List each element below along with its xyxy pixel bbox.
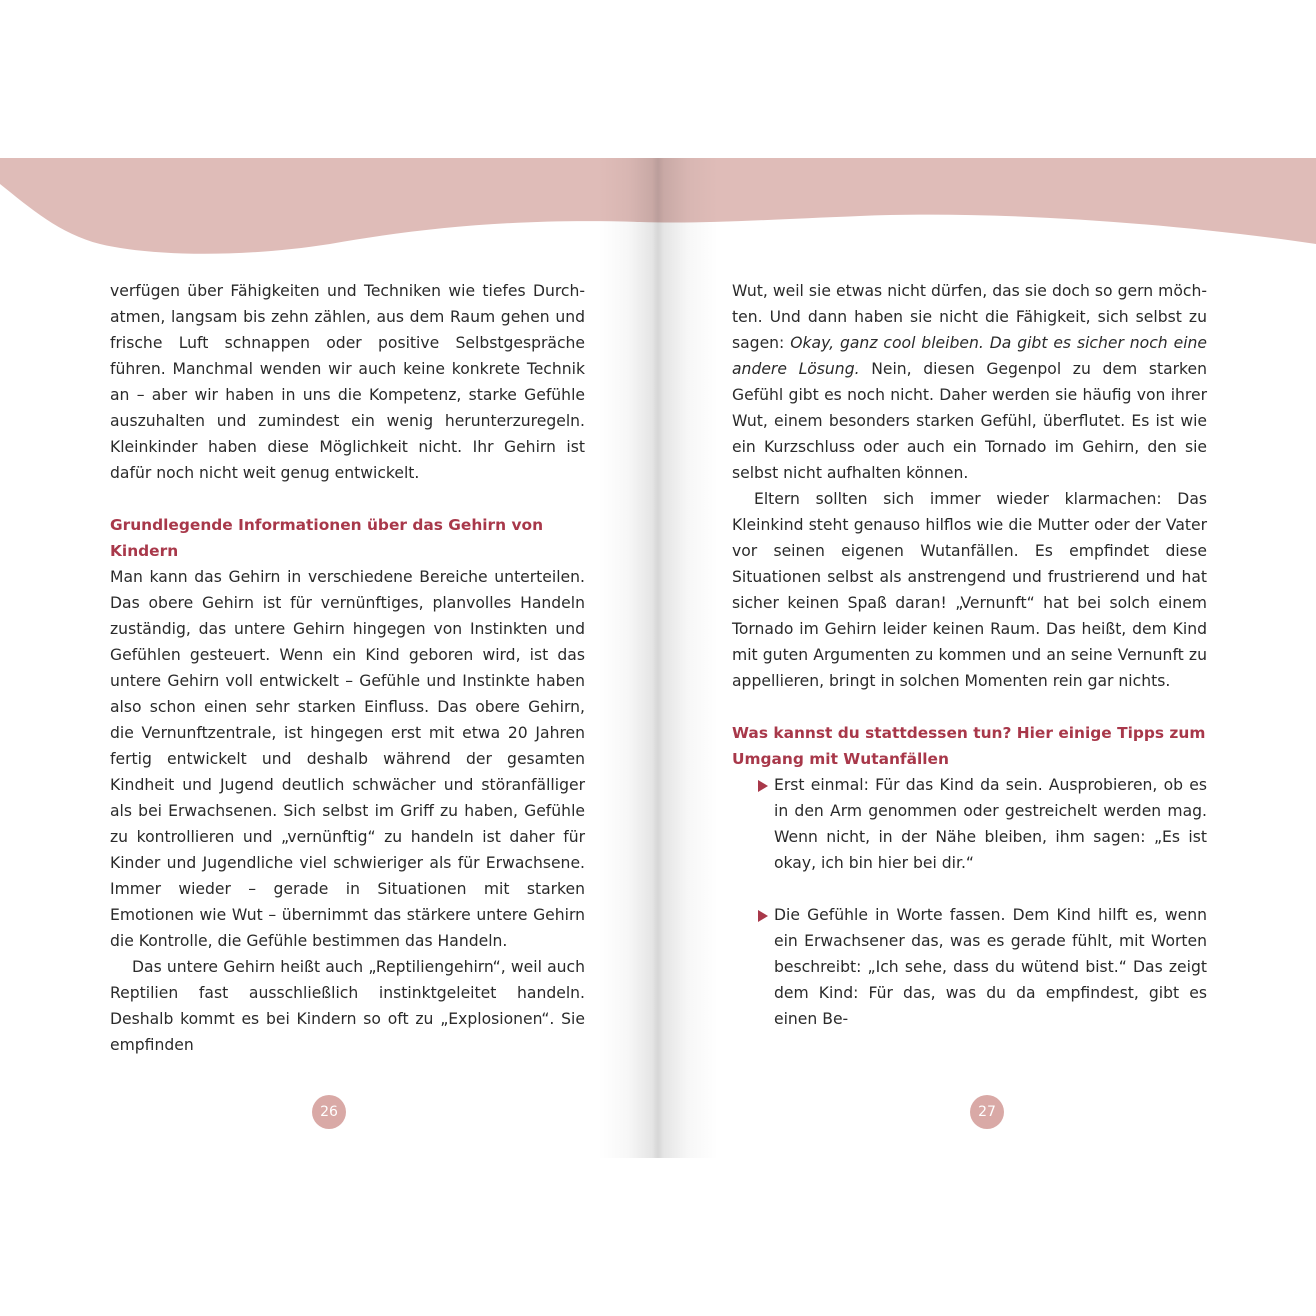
right-page-intro-text-end: Nein, diesen Gegenpol zu dem starken Gefühl gibt es noch nicht. Daher werden sie häufig von ihrer Wut, einem besonders starken Gefühl, überflutet. Es ist wie ein Kurzschluss oder auch ein Tornado im Gehirn, den sie selbst nicht aufhalten können.	[732, 360, 1207, 482]
tip-text: Die Gefühle in Worte fassen. Dem Kind hilft es, wenn ein Erwachsener das, was es gerade fühlt, mit Worten beschreibt: „Ich sehe, dass du wütend bist.“ Das zeigt dem Kind: Für das, was du da empfindest, gibt es einen Be-	[774, 906, 1207, 1028]
list-item	[732, 772, 1207, 876]
tip-text: Erst einmal: Für das Kind da sein. Ausprobieren, ob es in den Arm genommen oder gestreichelt werden mag. Wenn nicht, in der Nähe bleiben, ihm sagen: „Es ist okay, ich bin hier bei dir.“	[774, 776, 1207, 872]
tips-list	[732, 772, 1207, 1032]
left-page	[110, 278, 585, 1058]
list-item	[732, 902, 1207, 1032]
triangle-bullet-icon	[758, 780, 768, 792]
right-page-intro-paragraph	[732, 278, 1207, 486]
book-spread	[0, 158, 1316, 1158]
left-page-body-paragraph: Man kann das Gehirn in verschiedene Bereiche unterteilen. Das obere Gehirn ist für vernünftiges, planvolles Handeln zuständig, das untere Gehirn hingegen von Instinkten und Gefühlen gesteuert. Wenn ein Kind geboren wird, ist das untere Gehirn voll entwickelt – Gefühle und Instinkte haben also schon einen sehr starken Einfluss. Das obere Gehirn, die Vernunftzentrale, ist hingegen erst mit etwa 20 Jahren fertig entwickelt und deshalb während der gesamten Kindheit und Jugend deutlich schwächer und störanfälliger als bei Erwachsenen. Sich selbst im Griff zu haben, Gefühle zu kontrollieren und „vernünftig“ zu handeln ist daher für Kinder und Jugendliche viel schwieriger als für Erwachsene. Immer wieder – gerade in Situationen mit starken Emotionen wie Wut – übernimmt das stärkere untere Gehirn die Kontrolle, die Gefühle bestimmen das Handeln.	[110, 568, 585, 950]
right-page-intro-text: Wut, weil sie etwas nicht dürfen, das sie doch so gern möchten. Und dann haben sie nicht die Fähigkeit, sich selbst zu sagen:	[732, 282, 1207, 352]
book-gutter-shadow	[598, 158, 718, 1158]
triangle-bullet-icon	[758, 910, 768, 922]
left-page-intro-paragraph: verfügen über Fähigkeiten und Techniken wie tiefes Durchatmen, langsam bis zehn zählen, aus dem Raum gehen und frische Luft schnappen oder positive Selbstgespräche führen. Manchmal wenden wir auch keine konkrete Technik an – aber wir haben in uns die Kompetenz, starke Gefühle auszuhalten und zumindest ein wenig herunterzuregeln. Kleinkinder haben diese Möglichkeit nicht. Ihr Gehirn ist dafür noch nicht weit genug entwickelt.	[110, 282, 585, 482]
right-page-body-paragraph: Eltern sollten sich immer wieder klarmachen: Das Kleinkind steht genauso hilflos wie die Mutter oder der Vater vor seinen eigenen Wutanfällen. Es empfindet diese Situationen selbst als anstrengend und frustrierend und hat sicher keinen Spaß daran! „Vernunft“ hat bei solch einem Tornado im Gehirn leider keinen Raum. Das heißt, dem Kind mit guten Argumenten zu kommen und an seine Vernunft zu appellieren, bringt in solchen Momenten rein gar nichts.	[732, 490, 1207, 690]
left-page-body-paragraph: Das untere Gehirn heißt auch „Reptiliengehirn“, weil auch Reptilien fast ausschließlich instinktgeleitet handeln. Deshalb kommt es bei Kindern so oft zu „Explosionen“. Sie empfinden	[110, 958, 585, 1054]
page-number-badge-right: 27	[970, 1095, 1004, 1129]
page-number-badge-left: 26	[312, 1095, 346, 1129]
right-page	[732, 278, 1207, 1032]
left-page-section-heading: Grundlegende Informationen über das Gehirn von Kindern	[110, 516, 544, 560]
right-page-intro-italic-quote: Okay, ganz cool bleiben. Da gibt es sicher noch eine andere Lösung.	[732, 334, 1207, 378]
right-page-section-heading: Was kannst du stattdessen tun? Hier einige Tipps zum Umgang mit Wutanfällen	[732, 724, 1206, 768]
